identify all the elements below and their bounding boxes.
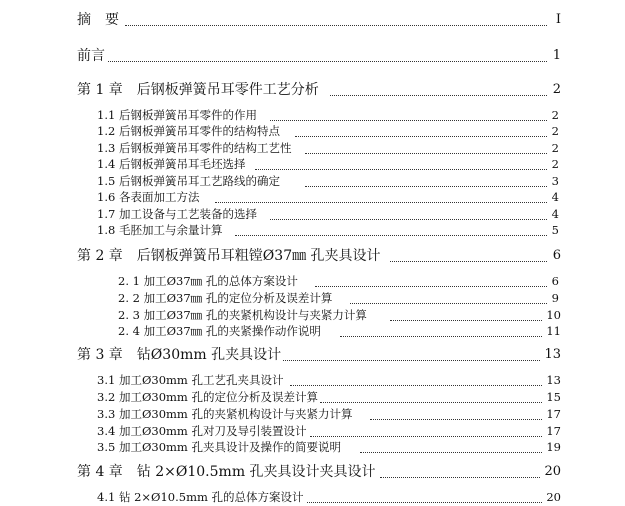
- toc-title: 第 2 章 后钢板弹簧吊耳粗镗Ø37㎜ 孔夹具设计: [77, 248, 381, 264]
- toc-title: 1.1 后钢板弹簧吊耳零件的作用: [97, 108, 257, 122]
- toc-title: 摘 要: [77, 12, 119, 28]
- toc-title: 4.1 钻 2×Ø10.5mm 孔的总体方案设计: [97, 490, 304, 504]
- toc-page-number: 17: [546, 424, 561, 438]
- toc-page-number: 10: [546, 308, 561, 322]
- toc-leader: [330, 77, 547, 96]
- toc-title: 3.2 加工Ø30mm 孔的定位分析及误差计算: [97, 390, 318, 404]
- toc-page-number: 9: [551, 291, 559, 305]
- toc-leader: [340, 318, 542, 337]
- toc-leader: [125, 7, 547, 26]
- toc-page-number: 20: [544, 464, 561, 479]
- toc-entry: [0, 438, 625, 456]
- toc-leader: [108, 43, 547, 62]
- toc-page-number: 5: [551, 223, 559, 237]
- toc-title: 3.1 加工Ø30mm 孔工艺孔夹具设计: [97, 373, 284, 387]
- toc-leader: [295, 484, 542, 503]
- toc-page-number: 4: [551, 207, 559, 221]
- toc-entry: [0, 346, 625, 364]
- toc-leader: [360, 434, 542, 453]
- toc-leader: [380, 459, 540, 478]
- toc-title: 1.2 后钢板弹簧吊耳零件的结构特点: [97, 124, 280, 138]
- toc-page-number: 1: [552, 48, 561, 63]
- toc-title: 1.3 后钢板弹簧吊耳零件的结构工艺性: [97, 141, 292, 155]
- toc-page-number: 2: [551, 108, 559, 122]
- toc-title: 前言: [77, 48, 105, 64]
- toc-entry: [0, 47, 625, 65]
- toc-title: 第 3 章 钻Ø30mm 孔夹具设计: [77, 347, 282, 363]
- toc-page-number: 6: [551, 274, 559, 288]
- toc-page-number: 11: [546, 324, 561, 338]
- toc-entry: [0, 221, 625, 239]
- toc-entry: [0, 11, 625, 29]
- toc-page-number: 2: [551, 157, 559, 171]
- toc-title: 1.5 后钢板弹簧吊耳工艺路线的确定: [97, 174, 280, 188]
- toc-page-number: 13: [544, 347, 561, 362]
- toc-title: 第 1 章 后钢板弹簧吊耳零件工艺分析: [77, 82, 319, 98]
- toc-page-number: 15: [546, 390, 561, 404]
- toc-title: 2. 3 加工Ø37㎜ 孔的夹紧机构设计与夹紧力计算: [118, 308, 367, 322]
- toc-page-number: I: [555, 12, 561, 27]
- toc-entry: [0, 81, 625, 99]
- toc-page-number: 2: [551, 124, 559, 138]
- toc-title: 2. 1 加工Ø37㎜ 孔的总体方案设计: [118, 274, 298, 288]
- toc-title: 1.8 毛胚加工与余量计算: [97, 223, 223, 237]
- toc-title: 2. 2 加工Ø37㎜ 孔的定位分析及误差计算: [118, 291, 333, 305]
- toc-entry: [0, 488, 625, 506]
- toc-page-number: 13: [546, 373, 561, 387]
- toc-title: 3.5 加工Ø30mm 孔夹具设计及操作的简要说明: [97, 440, 341, 454]
- toc-entry: [0, 463, 625, 481]
- toc-entry: [0, 322, 625, 340]
- toc-entry: [0, 247, 625, 265]
- toc-title: 3.4 加工Ø30mm 孔对刀及导引装置设计: [97, 424, 307, 438]
- toc-page-number: 2: [551, 141, 559, 155]
- toc-page-number: 17: [546, 407, 561, 421]
- toc-title: 3.3 加工Ø30mm 孔的夹紧机构设计与夹紧力计算: [97, 407, 353, 421]
- toc-title: 2. 4 加工Ø37㎜ 孔的夹紧操作动作说明: [118, 324, 321, 338]
- toc-title: 1.4 后钢板弹簧吊耳毛坯选择: [97, 157, 246, 171]
- toc-page-number: 20: [546, 490, 561, 504]
- toc-leader: [390, 243, 547, 262]
- toc-page-number: 19: [546, 440, 561, 454]
- toc-leader: [270, 342, 540, 361]
- toc-page-number: 6: [552, 248, 561, 263]
- toc-title: 1.7 加工设备与工艺装备的选择: [97, 207, 257, 221]
- toc-page-number: 4: [551, 190, 559, 204]
- toc-leader: [235, 217, 547, 236]
- toc-title: 1.6 各表面加工方法: [97, 190, 200, 204]
- toc-title: 第 4 章 钻 2×Ø10.5mm 孔夹具设计夹具设计: [77, 464, 376, 480]
- toc-page-number: 2: [552, 82, 561, 97]
- toc-page-number: 3: [551, 174, 559, 188]
